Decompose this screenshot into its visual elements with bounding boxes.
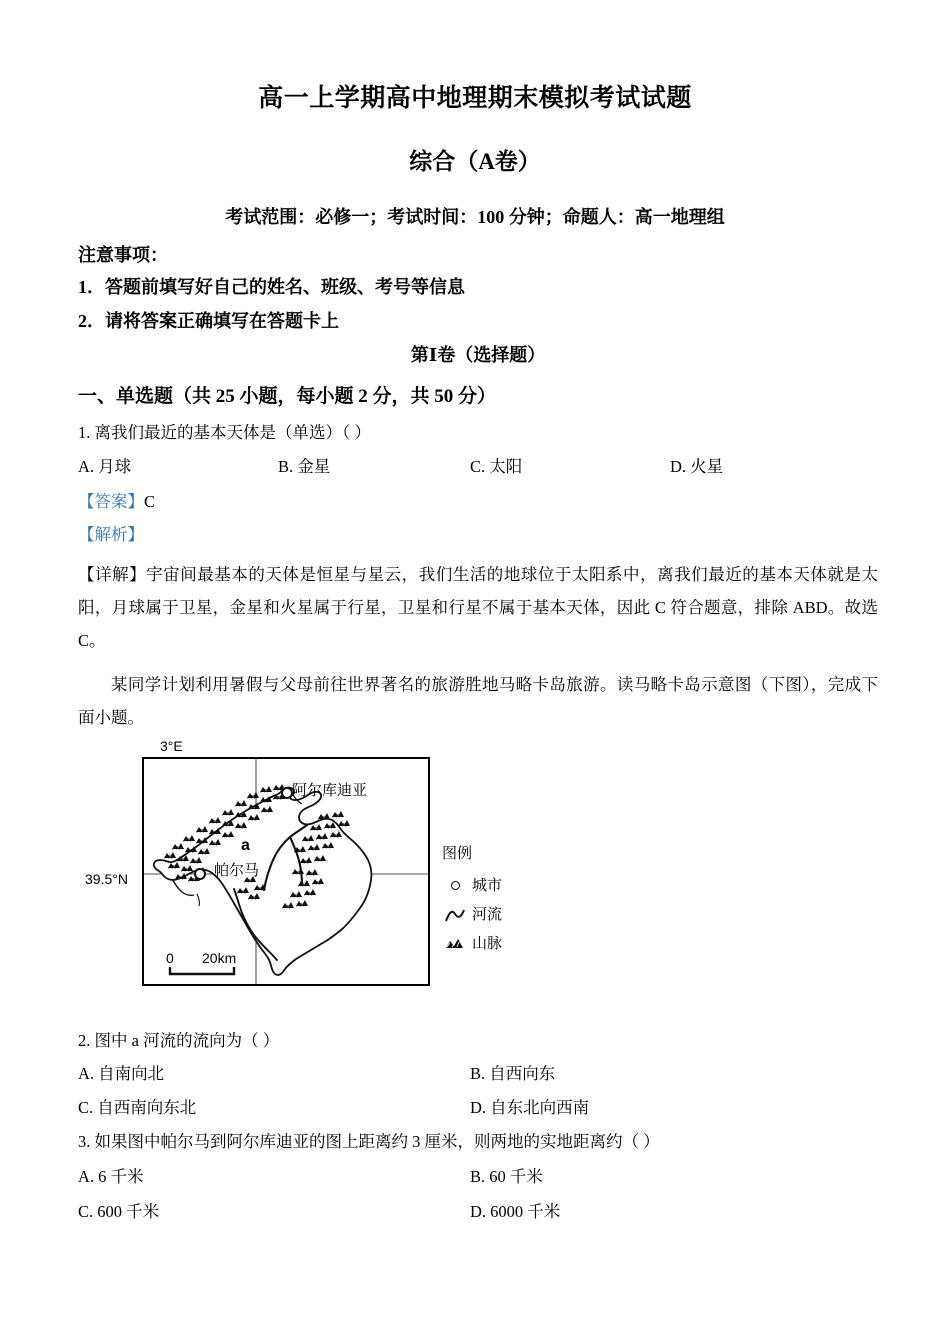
mountain-icon [442, 937, 468, 951]
detail-tag: 【详解】 [78, 565, 147, 584]
mallorca-map-figure [142, 757, 430, 986]
question-1-stem: 1. 离我们最近的基本天体是（单选）（ ） [78, 423, 371, 442]
question-3-option-b[interactable]: B. 60 千米 [470, 1167, 543, 1186]
page-subtitle: 综合（A卷） [409, 149, 541, 174]
question-3-stem: 3. 如果图中帕尔马到阿尔库迪亚的图上距离约 3 厘米，则两地的实地距离约（ ） [78, 1132, 660, 1151]
exam-meta: 考试范围：必修一；考试时间：100 分钟；命题人：高一地理组 [225, 207, 725, 227]
scale-value-label: 20km [202, 950, 237, 966]
note-item-1: 1．答题前填写好自己的姓名、班级、考号等信息 [78, 277, 465, 297]
question-1-analysis [78, 524, 144, 546]
notes-heading: 注意事项： [78, 245, 168, 265]
page-title: 高一上学期高中地理期末模拟考试试题 [258, 85, 692, 112]
map-latitude-label: 39.5°N [85, 871, 128, 887]
legend-title: 图例 [442, 845, 473, 862]
answer-value: C [144, 492, 156, 511]
scale-zero-label: 0 [166, 950, 174, 966]
notes-block [78, 240, 878, 372]
question-3-option-d[interactable]: D. 6000 千米 [470, 1202, 561, 1221]
note-item-2: 2．请将答案正确填写在答题卡上 [78, 311, 339, 331]
question-1-detail [78, 558, 878, 657]
question-1-option-a[interactable]: A. 月球 [78, 457, 132, 476]
legend-item-mountain [442, 929, 532, 958]
question-2-option-c[interactable]: C. 自西南向东北 [78, 1098, 197, 1117]
scale-bar [170, 967, 234, 974]
question-2-option-b[interactable]: B. 自西向东 [470, 1064, 556, 1083]
question-3-option-c[interactable]: C. 600 千米 [78, 1202, 160, 1221]
city-marker-alcudia [282, 788, 292, 798]
question-1-answer [78, 491, 155, 513]
question-2-option-a[interactable]: A. 自南向北 [78, 1064, 165, 1083]
bay-detail-2 [197, 894, 199, 906]
part-title: 第Ⅰ卷（选择题） [410, 345, 546, 365]
question-1-option-d[interactable]: D. 火星 [670, 457, 724, 476]
section-title: 一、单选题（共 25 小题，每小题 2 分，共 50 分） [78, 386, 497, 407]
legend-label-river: 河流 [472, 906, 503, 923]
city-marker-palma [195, 869, 205, 879]
legend-label-city: 城市 [472, 877, 503, 894]
question-2-option-d[interactable]: D. 自东北向西南 [470, 1098, 590, 1117]
bay-detail-1 [172, 879, 194, 895]
question-1-option-c[interactable]: C. 太阳 [470, 457, 523, 476]
city-label-alcudia: 阿尔库迪亚 [292, 782, 368, 799]
river-label-a: a [241, 837, 250, 854]
city-label-palma: 帕尔马 [214, 862, 260, 879]
legend-item-river [442, 900, 532, 929]
passage-text: 某同学计划利用暑假与父母前往世界著名的旅游胜地马略卡岛旅游。读马略卡岛示意图（下图），完成下面小题。 [78, 675, 878, 727]
legend-item-city [442, 871, 532, 900]
answer-tag: 【答案】 [78, 492, 144, 511]
river-line-icon [442, 907, 468, 923]
map-longitude-label: 3°E [160, 738, 183, 754]
question-3-option-a[interactable]: A. 6 千米 [78, 1167, 144, 1186]
analysis-tag: 【解析】 [78, 525, 144, 544]
question-1-option-b[interactable]: B. 金星 [278, 457, 331, 476]
question-2-stem: 2. 图中 a 河流的流向为（ ） [78, 1031, 280, 1050]
map-legend [442, 845, 532, 958]
map-graphic [142, 757, 430, 986]
legend-label-mountain: 山脉 [472, 935, 503, 952]
city-circle-icon [442, 881, 468, 890]
detail-text: 宇宙间最基本的天体是恒星与星云，我们生活的地球位于太阳系中，离我们最近的基本天体就是太阳，月球属于卫星，金星和火星属于行星，卫星和行星不属于基本天体，因此 C 符合题意，排除 ABD。故选 C。 [78, 565, 879, 650]
